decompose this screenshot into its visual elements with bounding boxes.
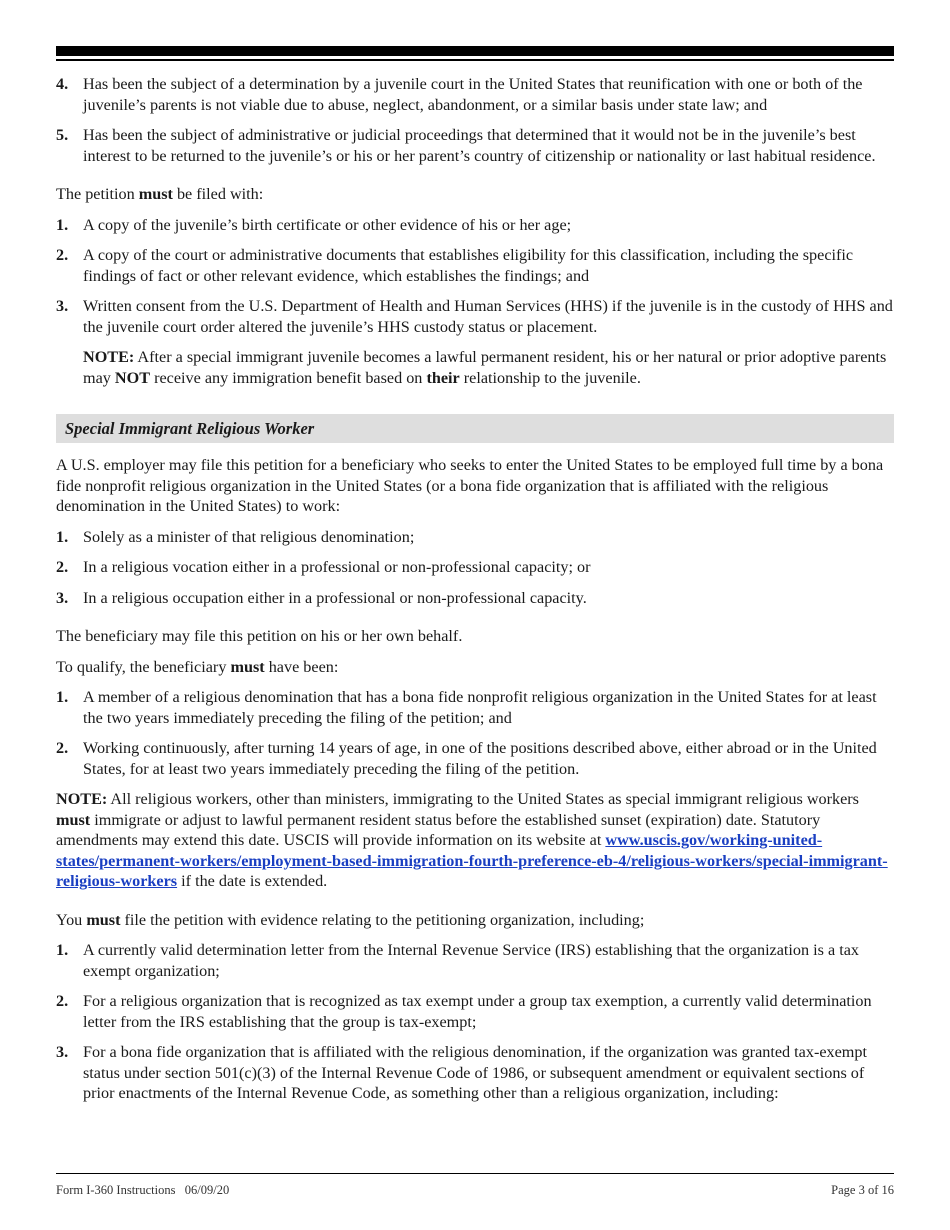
item-text: A copy of the juvenile’s birth certificate or other evidence of his or her age; bbox=[83, 215, 572, 234]
item-text: For a religious organization that is recognized as tax exempt under a group tax exemption, a currently valid determination letter from the IRS establishing that the group is tax-exempt; bbox=[83, 992, 872, 1031]
item-number: 3. bbox=[56, 588, 69, 607]
evidence-intro: You must file the petition with evidence relating to the petitioning organization, including; bbox=[56, 910, 645, 929]
list-item bbox=[56, 245, 894, 286]
item-number: 3. bbox=[56, 1043, 69, 1061]
item-number: 3. bbox=[56, 297, 69, 315]
header-rule-thick bbox=[56, 46, 894, 56]
petition-filed-intro: The petition must be filed with: bbox=[56, 185, 264, 203]
item-number: 2. bbox=[56, 558, 69, 576]
own-behalf-text: The beneficiary may file this petition on his or her own behalf. bbox=[56, 627, 463, 645]
item-text: Has been the subject of a determination by a juvenile court in the United States that reunification with one or both of the juvenile’s parents is not viable due to abuse, neglect, abandonment, or a similar basis under state law; and bbox=[83, 75, 863, 114]
item-text: For a bona fide organization that is affiliated with the religious denomination, if the organization was granted tax-exempt status under section 501(c)(3) of the Internal Revenue Code of 1986, or subsequent amendment or equivalent sections of prior enactments of the Internal Revenue Code, as something other than a religious organization, including: bbox=[83, 1043, 867, 1102]
item-number: 2. bbox=[56, 992, 69, 1010]
item-text: Solely as a minister of that religious denomination; bbox=[83, 527, 415, 546]
header-rule-thin bbox=[56, 59, 894, 61]
list-item bbox=[56, 74, 894, 115]
item-text: Has been the subject of administrative or judicial proceedings that determined that it would not be in the juvenile’s best interest to be returned to the juvenile’s or his or her parent’s country of citizenship or nationality or last habitual residence. bbox=[83, 126, 876, 165]
list-item bbox=[56, 738, 894, 779]
page-number: Page 3 of 16 bbox=[831, 1183, 894, 1197]
list-item bbox=[56, 557, 894, 578]
list-item bbox=[56, 991, 894, 1032]
item-text: A copy of the court or administrative documents that establishes eligibility for this classification, including the specific findings of fact or other relevant evidence, which establishes the findings; and bbox=[83, 246, 854, 285]
list-item bbox=[56, 1042, 894, 1104]
worker-note: NOTE: All religious workers, other than ministers, immigrating to the United States as special immigrant religious workers must immigrate or adjust to lawful permanent resident status before the established sunset (expiration) date. Statutory amendments may extend this date. USCIS will provide information on its website at www.uscis.gov/working-united-states/permanent-workers/employment-based-immigration-fourth-preference-eb-4/religious-workers/special-immigrant-religious-workers if the date is extended. bbox=[56, 790, 888, 890]
list-item bbox=[56, 940, 894, 981]
list-item bbox=[56, 687, 894, 728]
item-number: 2. bbox=[56, 739, 69, 757]
section-header: Special Immigrant Religious Worker bbox=[56, 414, 894, 443]
qualify-intro: To qualify, the beneficiary must have been: bbox=[56, 657, 339, 676]
item-text: In a religious vocation either in a professional or non-professional capacity; or bbox=[83, 558, 591, 576]
list-item bbox=[56, 125, 894, 166]
form-id: Form I-360 Instructions 06/09/20 bbox=[56, 1183, 230, 1197]
item-number: 4. bbox=[56, 75, 69, 93]
list-item bbox=[56, 588, 894, 609]
list-item bbox=[56, 215, 894, 236]
uscis-religious-workers-link[interactable]: www.uscis.gov/working-united-states/permanent-workers/employment-based-immigration-fourth-preference-eb-4/religious-workers/special-immigrant-religious-workers bbox=[56, 831, 888, 890]
item-number: 1. bbox=[56, 688, 69, 706]
item-number: 1. bbox=[56, 941, 69, 959]
item-text: In a religious occupation either in a professional or non-professional capacity. bbox=[83, 588, 587, 607]
list-item bbox=[56, 296, 894, 337]
item-text: Working continuously, after turning 14 years of age, in one of the positions described above, either abroad or in the United States, for at least two years immediately preceding the filing of the petition. bbox=[83, 739, 877, 778]
item-text: A currently valid determination letter from the Internal Revenue Service (IRS) establishing that the organization is a tax exempt organization; bbox=[83, 941, 860, 980]
item-text: Written consent from the U.S. Department of Health and Human Services (HHS) if the juvenile is in the custody of HHS and the juvenile court order altered the juvenile’s HHS custody status or placement. bbox=[83, 297, 893, 336]
item-number: 1. bbox=[56, 215, 69, 234]
employer-paragraph: A U.S. employer may file this petition for a beneficiary who seeks to enter the United States to be employed full time by a bona fide nonprofit religious organization in the United States (or a bona fide organization that is affiliated with the religious denomination in the United States) to work: bbox=[56, 456, 884, 515]
footer-rule bbox=[56, 1173, 894, 1174]
item-number: 5. bbox=[56, 126, 69, 144]
item-text: A member of a religious denomination that has a bona fide nonprofit religious organization in the United States for at least the two years immediately preceding the filing of the petition; and bbox=[83, 688, 877, 727]
list-item bbox=[56, 527, 894, 548]
page-content bbox=[56, 74, 894, 1114]
item-number: 1. bbox=[56, 527, 69, 546]
juvenile-note: NOTE: After a special immigrant juvenile becomes a lawful permanent resident, his or her natural or prior adoptive parents may NOT receive any immigration benefit based on their relationship to the juvenile. bbox=[83, 348, 887, 387]
item-number: 2. bbox=[56, 246, 69, 264]
